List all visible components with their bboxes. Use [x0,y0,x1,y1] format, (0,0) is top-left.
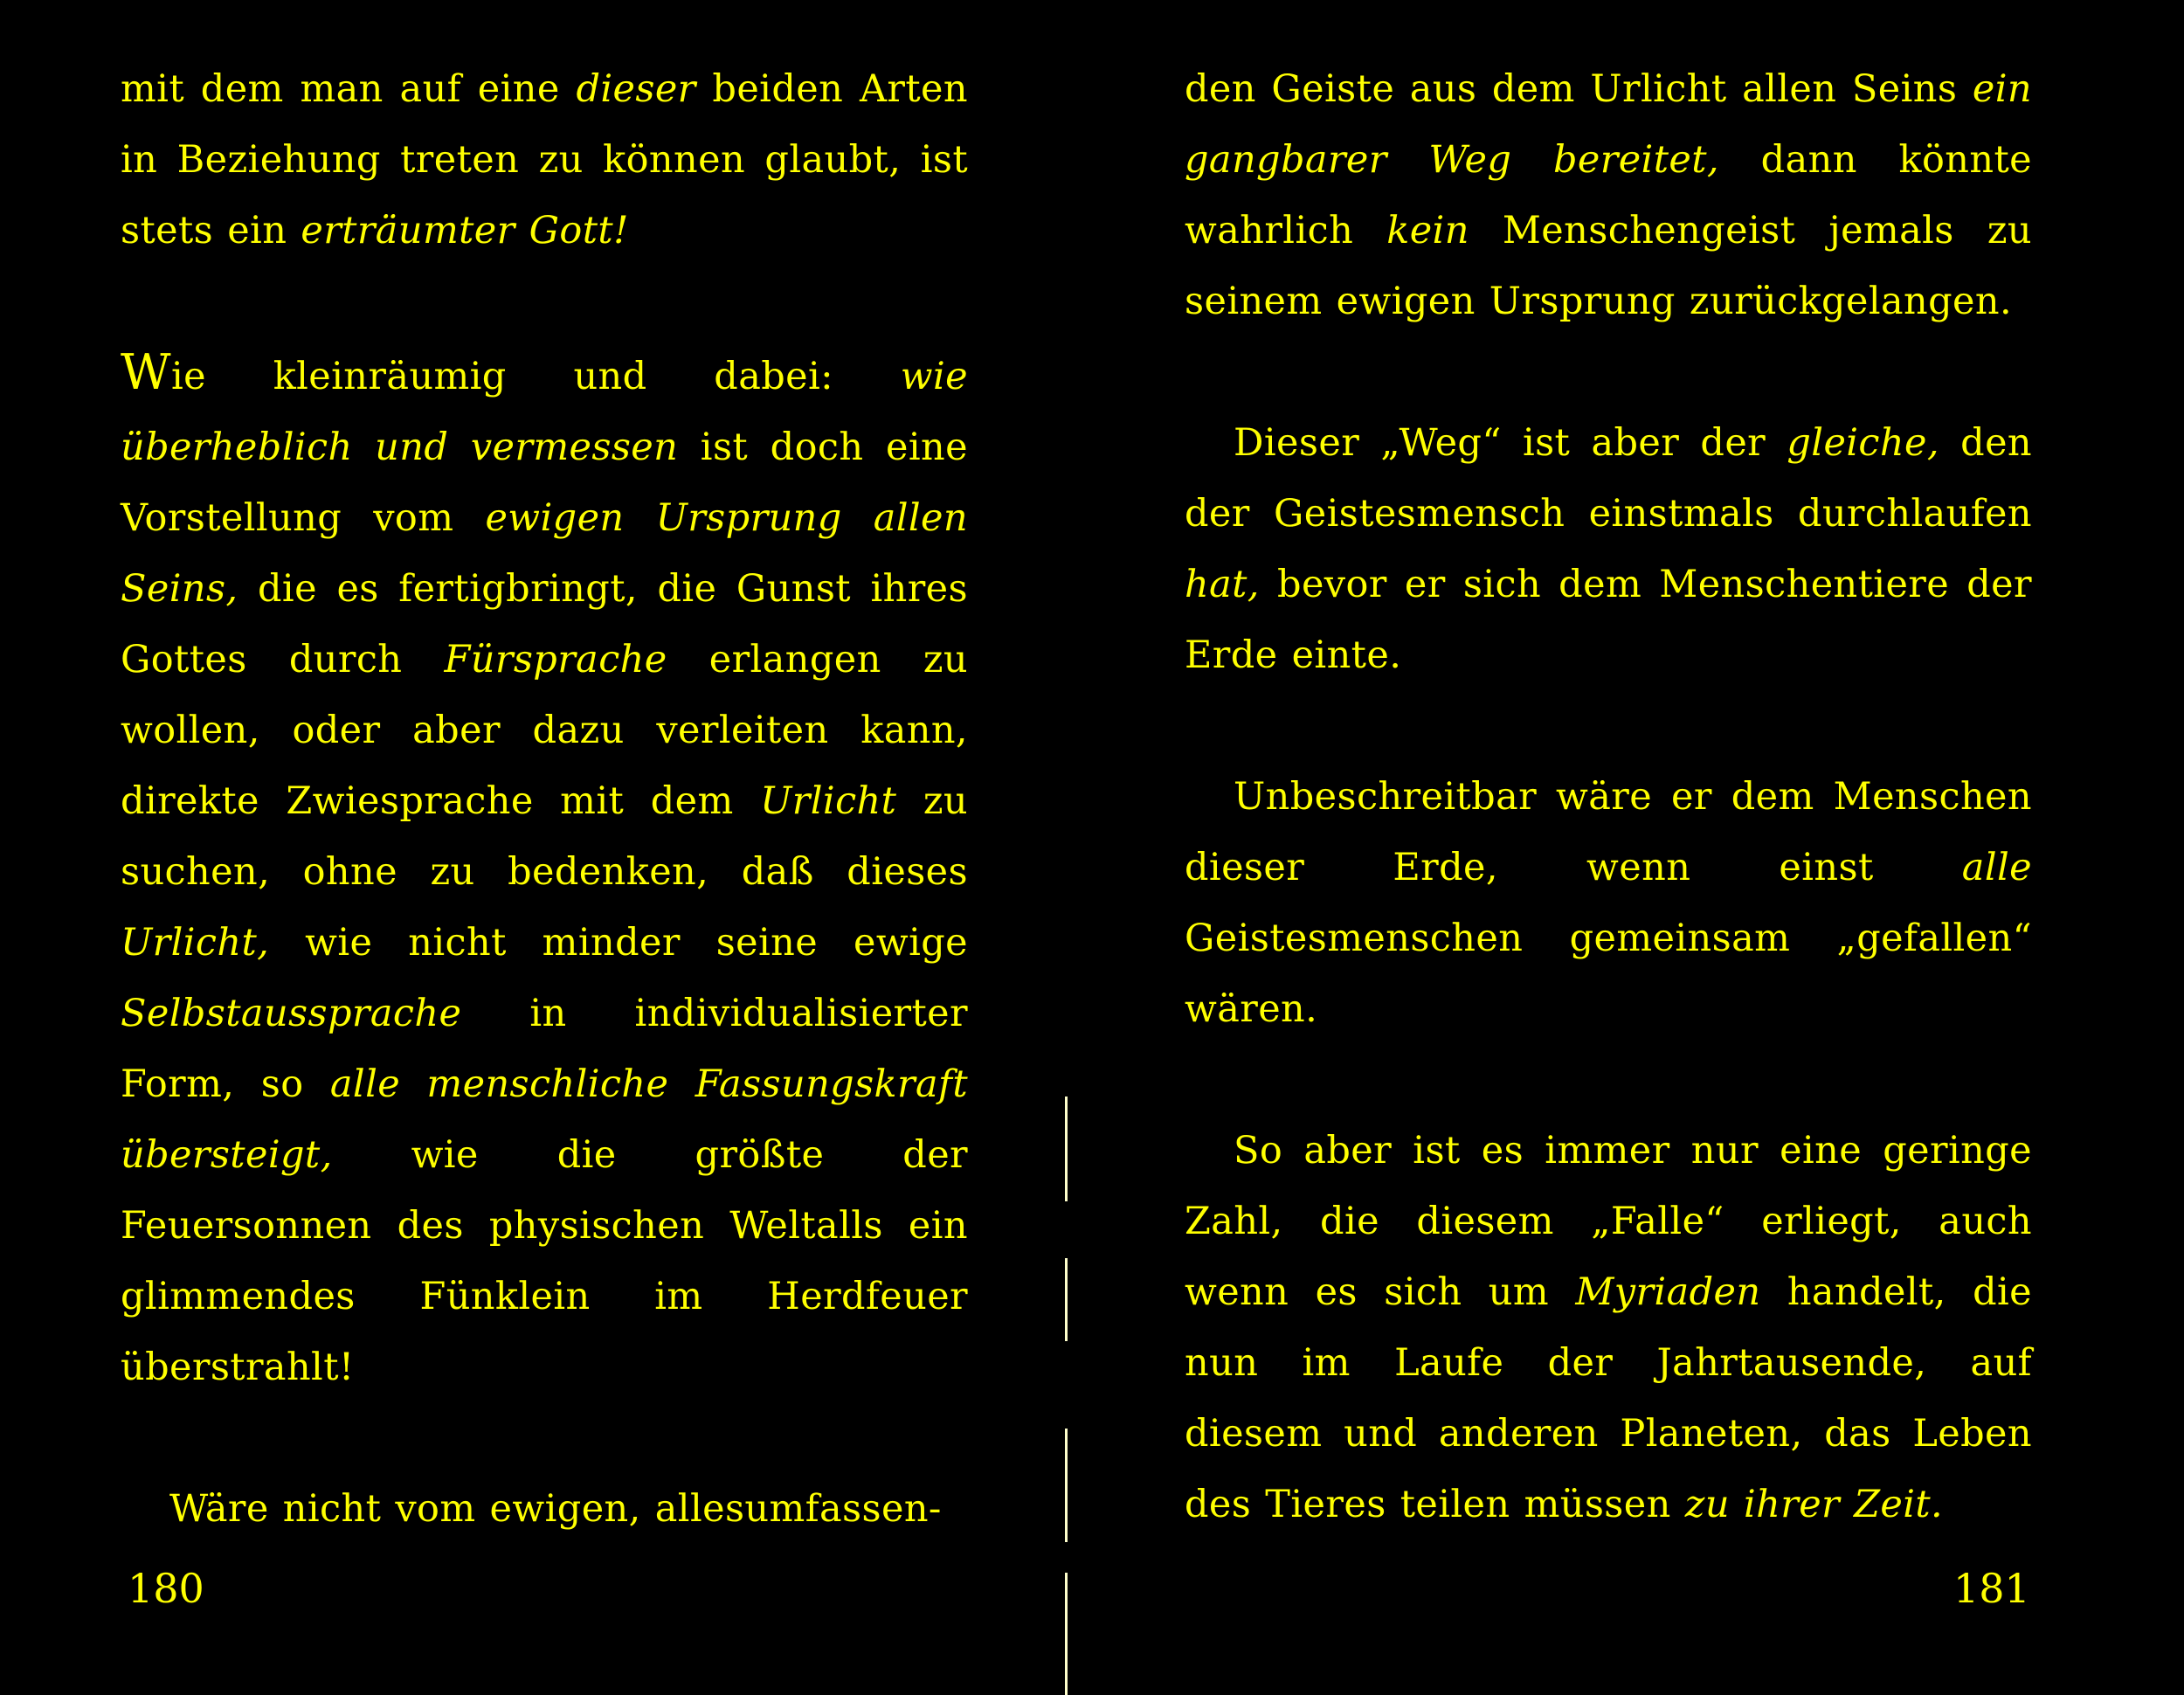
text-run: dann könnte wahrlich [1185,138,2032,253]
italic-run: wie überheblich und vermessen [121,355,968,469]
paragraph-3 [121,1474,968,1545]
italic-run: hat, [1185,563,1260,606]
gutter-line-2 [1065,1258,1068,1341]
text-run: Wäre nicht vom ewigen, allesumfassen- [169,1487,942,1531]
italic-run: ein gangbarer Weg bereitet, [1185,67,2032,182]
text-run: So aber ist es immer nur eine geringe Zahl, die diesem „Falle“ erliegt, auch wenn es sich um [1185,1129,2032,1314]
text-run: handelt, die nun im Laufe der Jahrtausende, auf diesem und anderen Planeten, das Leben des Tieres teilen müssen [1185,1270,2032,1526]
italic-run: ewigen Ursprung allen Seins, [121,496,968,611]
text-run: bevor er sich dem Menschentiere der Erde einte. [1185,563,2032,677]
text-run: Geistesmenschen gemeinsam „gefallen“ wären. [1185,917,2032,1031]
text-run: Unbeschreitbar wäre er dem Menschen dieser Erde, wenn einst [1185,775,2032,889]
paragraph-4 [1185,54,2032,337]
italic-run: alle menschliche Fassungskraft übersteigt, [121,1062,968,1177]
paragraph-2 [121,337,968,1403]
text-run: den Geiste aus dem Urlicht allen Seins [1185,67,1973,111]
text-run: den der Geistesmensch einstmals durchlaufen [1185,421,2033,536]
text-run: die es fertigbringt, die Gunst ihres Gottes durch [121,567,968,681]
paragraph-1 [121,54,968,266]
italic-run: Selbstaussprache [121,992,462,1035]
text-run: mit dem man auf eine [121,67,577,111]
text-run: erlangen zu wollen, oder aber dazu verleiten kann, direkte Zwiesprache mit dem [121,638,968,823]
text-run: zu suchen, ohne zu bedenken, daß dieses [121,779,968,894]
text-run: wie die größte der Feuersonnen des physischen Weltalls ein glimmendes Fünklein im Herdfeuer überstrahlt! [121,1133,968,1389]
left-page [121,54,968,1545]
paragraph-5 [1185,408,2032,691]
text-run: wie nicht minder seine ewige [269,921,968,965]
text-run: in individualisierter Form, so [121,992,968,1106]
gutter-line-4 [1065,1573,1068,1695]
drop-cap: W [121,344,171,401]
text-run: ist doch eine Vorstellung vom [121,425,968,540]
italic-run: Urlicht, [121,921,270,965]
paragraph-6 [1185,762,2032,1045]
text-run: ie kleinräumig und dabei: [170,355,901,398]
gutter-line-1 [1065,1097,1068,1201]
paragraph-7 [1185,1116,2032,1540]
italic-run: Urlicht [760,779,897,823]
italic-run: Fürsprache [444,638,667,681]
italic-run: Myriaden [1575,1270,1761,1314]
italic-run: zu ihrer Zeit. [1684,1483,1944,1526]
gutter-line-3 [1065,1429,1068,1542]
text-run: beiden Arten in Beziehung treten zu können glaubt, ist stets ein [121,67,968,253]
page-number-right: 181 [1953,1565,2030,1612]
italic-run: erträumter Gott! [301,209,629,253]
italic-run: dieser [576,67,696,111]
right-page [1185,54,2032,1540]
italic-run: kein [1386,209,1469,253]
page-number-left: 180 [128,1565,204,1612]
text-run: Dieser „Weg“ ist aber der [1234,421,1787,465]
italic-run: gleiche, [1787,421,1939,465]
text-run: Menschengeist jemals zu seinem ewigen Ursprung zurückgelangen. [1185,209,2032,323]
italic-run: alle [1961,846,2032,889]
